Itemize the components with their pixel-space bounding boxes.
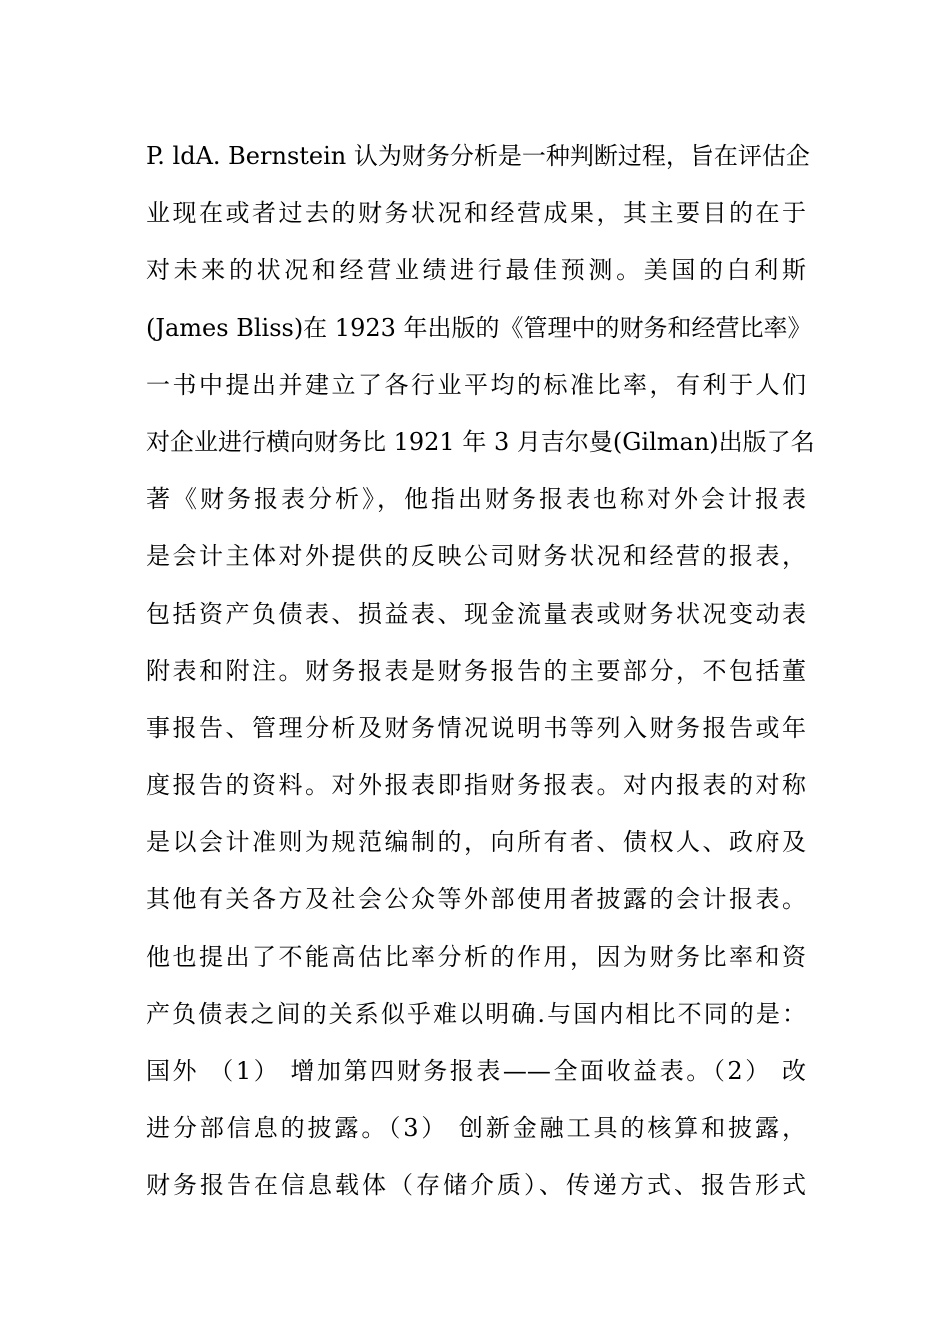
text-line: P. ldA. Bernstein 认为财务分析是一种判断过程，旨在评估企 xyxy=(146,142,810,170)
text-line: 是以会计准则为规范编制的，向所有者、债权人、政府及 xyxy=(146,828,806,857)
body-paragraph xyxy=(146,128,815,1215)
text-line: 附表和附注。财务报表是财务报告的主要部分，不包括董 xyxy=(146,656,806,685)
text-line: 其他有关各方及社会公众等外部使用者披露的会计报表。 xyxy=(146,885,806,914)
text-line: 是会计主体对外提供的反映公司财务状况和经营的报表， xyxy=(146,542,806,571)
text-line: 财务报告在信息载体（存储介质）、传递方式、报告形式 xyxy=(146,1171,806,1200)
text-line: 他也提出了不能高估比率分析的作用，因为财务比率和资 xyxy=(146,942,806,971)
text-line: 事报告、管理分析及财务情况说明书等列入财务报告或年 xyxy=(146,713,806,742)
text-line: 进分部信息的披露。（3） 创新金融工具的核算和披露， xyxy=(146,1114,806,1143)
text-line: (James Bliss)在 1923 年出版的《管理中的财务和经营比率》 xyxy=(146,313,812,342)
text-line: 度报告的资料。对外报表即指财务报表。对内报表的对称 xyxy=(146,771,806,800)
text-line: 对企业进行横向财务比 1921 年 3 月吉尔曼(Gilman)出版了名 xyxy=(146,427,815,456)
text-line: 著《财务报表分析》，他指出财务报表也称对外会计报表 xyxy=(146,485,806,514)
text-line: 一书中提出并建立了各行业平均的标准比率，有利于人们 xyxy=(146,370,806,399)
text-line: 国外 （1） 增加第四财务报表——全面收益表。（2） 改 xyxy=(146,1057,806,1085)
text-line: 业现在或者过去的财务状况和经营成果，其主要目的在于 xyxy=(146,199,806,228)
text-line: 包括资产负债表、损益表、现金流量表或财务状况变动表 xyxy=(146,599,806,628)
text-line: 产负债表之间的关系似乎难以明确.与国内相比不同的是： xyxy=(146,999,806,1028)
text-line: 对未来的状况和经营业绩进行最佳预测。美国的白利斯 xyxy=(146,256,806,285)
